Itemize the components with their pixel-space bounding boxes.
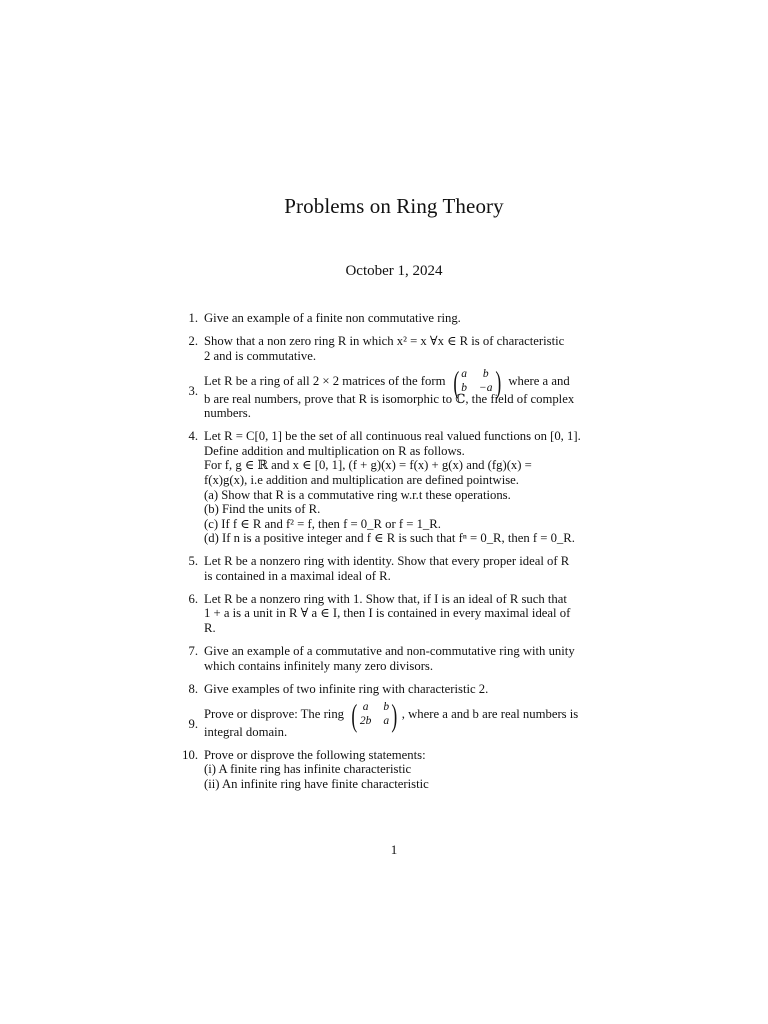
- matrix-entry: a: [461, 368, 468, 381]
- problem-text-fragment: Prove or disprove: The ring: [204, 706, 345, 721]
- problem-text-line: Give examples of two infinite ring with characteristic 2.: [204, 681, 489, 696]
- problem-number: 1.: [188, 311, 198, 325]
- problem-text-line: Give an example of a commutative and non-commutative ring with unity: [204, 644, 575, 659]
- problem-item: [172, 429, 616, 546]
- problem-number: 5.: [188, 554, 198, 569]
- problem-text-line: Define addition and multiplication on R as follows.: [204, 443, 465, 458]
- page-date: October 1, 2024: [345, 263, 443, 279]
- problem-text-line: (b) Find the units of R.: [204, 502, 321, 517]
- problem-text-line: Let R = C[0, 1] be the set of all continuous real valued functions on [0, 1].: [204, 429, 581, 444]
- problem-text-line: 1 + a is a unit in R ∀ a ∈ I, then I is contained in every maximal ideal of: [204, 606, 571, 621]
- problem-item: [172, 363, 616, 421]
- problem-text-line: (ii) An infinite ring have finite characteristic: [204, 776, 429, 791]
- matrix-entry: b: [383, 701, 390, 714]
- problem-item: [172, 592, 616, 636]
- problem-text-line: f(x)g(x), i.e addition and multiplication are defined pointwise.: [204, 472, 519, 487]
- problem-item: [172, 696, 616, 740]
- matrix-entries: [360, 701, 389, 728]
- problem-text-line: Let R be a nonzero ring with 1. Show that, if I is an ideal of R such that: [204, 591, 567, 606]
- problem-item: [172, 682, 616, 697]
- problem-text-line: Prove or disprove the following statements:: [204, 747, 426, 762]
- problem-text-line: Let R be a nonzero ring with identity. Show that every proper ideal of R: [204, 554, 570, 569]
- problem-list: [172, 311, 616, 800]
- problem-number: 4.: [188, 429, 198, 444]
- matrix-left-paren: (: [351, 696, 358, 733]
- matrix-entry: a: [362, 701, 369, 714]
- problem-text-line: (d) If n is a positive integer and f ∈ R is such that fⁿ = 0_R, then f = 0_R.: [204, 531, 575, 546]
- problem-number: 8.: [188, 681, 198, 696]
- problem-text-line: For f, g ∈ ℝ and x ∈ [0, 1], (f + g)(x) = f(x) + g(x) and (fg)(x) =: [204, 458, 532, 473]
- problem-item: [172, 644, 616, 673]
- problem-item: [172, 554, 616, 583]
- problem-item: [172, 311, 616, 326]
- problem-text-line: (a) Show that R is a commutative ring w.r.t these operations.: [204, 487, 511, 502]
- matrix-entry: 2b: [359, 714, 372, 727]
- problem-text-fragment: where a and: [508, 373, 570, 388]
- problem-number: 6.: [188, 591, 198, 606]
- matrix-entry: b: [461, 381, 468, 394]
- problem-number: 7.: [188, 644, 198, 659]
- problem-text-line: numbers.: [204, 406, 251, 421]
- matrix-right-paren: ): [494, 363, 501, 400]
- problem-text-line: is contained in a maximal ideal of R.: [204, 568, 391, 583]
- problem-text-line: Show that a non zero ring R in which x² = x ∀x ∈ R is of characteristic: [204, 333, 565, 348]
- problem-number: 3.: [188, 383, 198, 398]
- page-number: 1: [390, 842, 398, 857]
- problem-item: [172, 334, 616, 363]
- problem-text-line: (i) A finite ring has infinite characteristic: [204, 762, 412, 777]
- problem-text-line: R.: [204, 621, 216, 636]
- problem-text-line: (c) If f ∈ R and f² = f, then f = 0_R or f = 1_R.: [204, 516, 441, 531]
- problem-text-line: Give an example of a finite non commutative ring.: [204, 311, 461, 325]
- problem-item: [172, 748, 616, 792]
- matrix-entry: b: [482, 368, 489, 381]
- problem-number: 10.: [182, 747, 198, 762]
- page-title: Problems on Ring Theory: [284, 194, 504, 218]
- matrix-entry: −a: [479, 381, 493, 394]
- problem-text-fragment: Let R be a ring of all 2 × 2 matrices of the form: [204, 373, 446, 388]
- problem-number: 2.: [188, 333, 198, 348]
- problem-text-line: integral domain.: [204, 724, 288, 739]
- problem-text-fragment: , where a and b are real numbers is: [401, 706, 579, 721]
- problem-text-line: b are real numbers, prove that R is isomorphic to ℂ, the field of complex: [204, 391, 575, 406]
- matrix-entry: a: [383, 714, 390, 727]
- problem-number: 9.: [188, 716, 198, 731]
- problem-text-line: 2 and is commutative.: [204, 348, 317, 363]
- problem-text-line: which contains infinitely many zero divisors.: [204, 658, 434, 673]
- matrix: [349, 696, 400, 733]
- matrix-right-paren: ): [391, 696, 398, 733]
- matrix-left-paren: (: [453, 363, 459, 400]
